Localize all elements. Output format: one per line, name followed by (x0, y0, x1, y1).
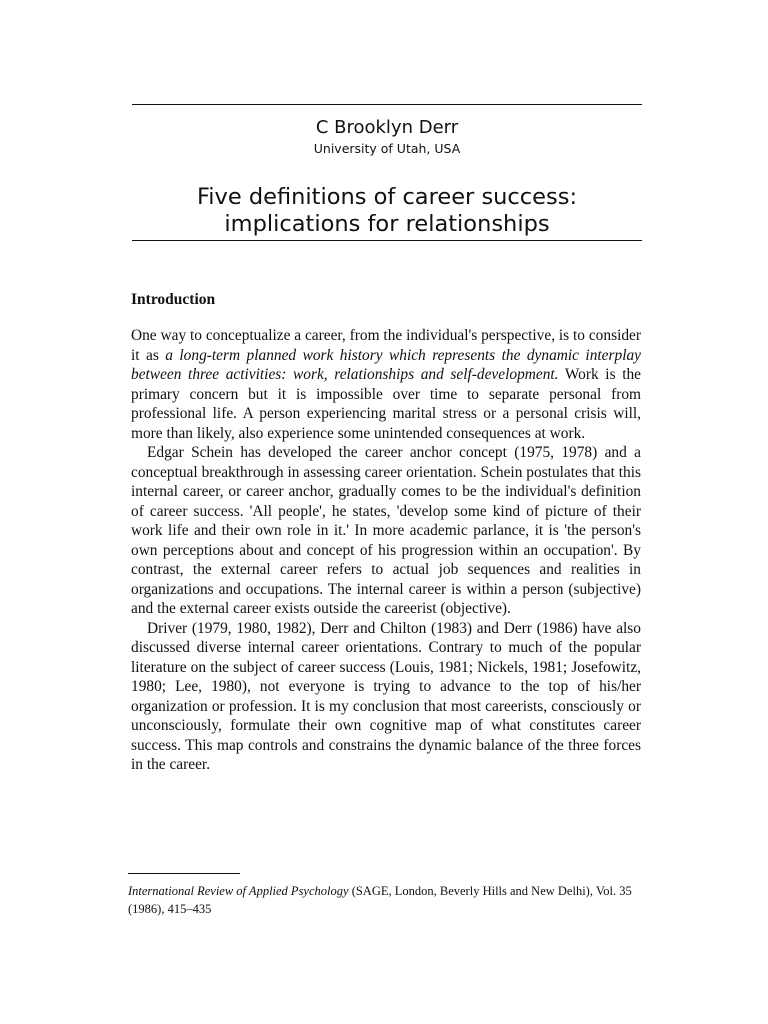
article-body (131, 326, 641, 775)
title-line-2: implications for relationships (224, 211, 550, 237)
article-title (132, 184, 642, 238)
title-rule (132, 240, 642, 241)
paragraph-1-start: One way to conceptualize a career, from the individual's perspective, is to consider it as (131, 327, 641, 364)
paragraph-1 (131, 326, 641, 443)
paragraph-1-italic: a long-term planned work history which represents the dynamic interplay between three activities: work, relationships and self-development. (131, 346, 641, 383)
paragraph-2: Edgar Schein has developed the career anchor concept (1975, 1978) and a conceptual breakthrough in assessing career orientation. Schein postulates that this internal career, or career anchor, gradually comes to be the individual's definition of career success. 'All people', he states, 'develop some kind of picture of their work life and their own role in it.' In more academic parlance, it is 'the person's own perceptions about and concept of his progression within an occupation'. By contrast, the external career refers to actual job sequences and realities in organizations and occupations. The internal career is within a person (subjective) and the external career exists outside the careerist (objective). (131, 444, 641, 617)
section-heading: Introduction (131, 291, 216, 308)
author-affiliation: University of Utah, USA (313, 141, 461, 156)
footnote-rule (128, 873, 240, 874)
footnote-journal: International Review of Applied Psychology (128, 884, 349, 898)
footnote (128, 882, 642, 918)
paragraph-1-end: Work is the primary concern but it is impossible over time to separate personal from professional life. A person experiencing marital stress or a personal crisis will, more than likely, also experience some unintended consequences at work. (131, 366, 641, 442)
author-name: C Brooklyn Derr (315, 117, 459, 138)
footnote-details: (SAGE, London, Beverly Hills and New Delhi), Vol. 35 (1986), 415–435 (128, 884, 632, 916)
paragraph-3: Driver (1979, 1980, 1982), Derr and Chilton (1983) and Derr (1986) have also discussed diverse internal career orientations. Contrary to much of the popular literature on the subject of career success (Louis, 1981; Nickels, 1981; Josefowitz, 1980; Lee, 1980), not everyone is trying to advance to the top of his/her organization or profession. It is my conclusion that most careerists, consciously or unconsciously, formulate their own cognitive map of what constitutes career success. This map controls and constrains the dynamic balance of the three forces in the career. (131, 619, 641, 773)
title-line-1: Five definitions of career success: (196, 184, 578, 210)
top-rule (132, 104, 642, 105)
